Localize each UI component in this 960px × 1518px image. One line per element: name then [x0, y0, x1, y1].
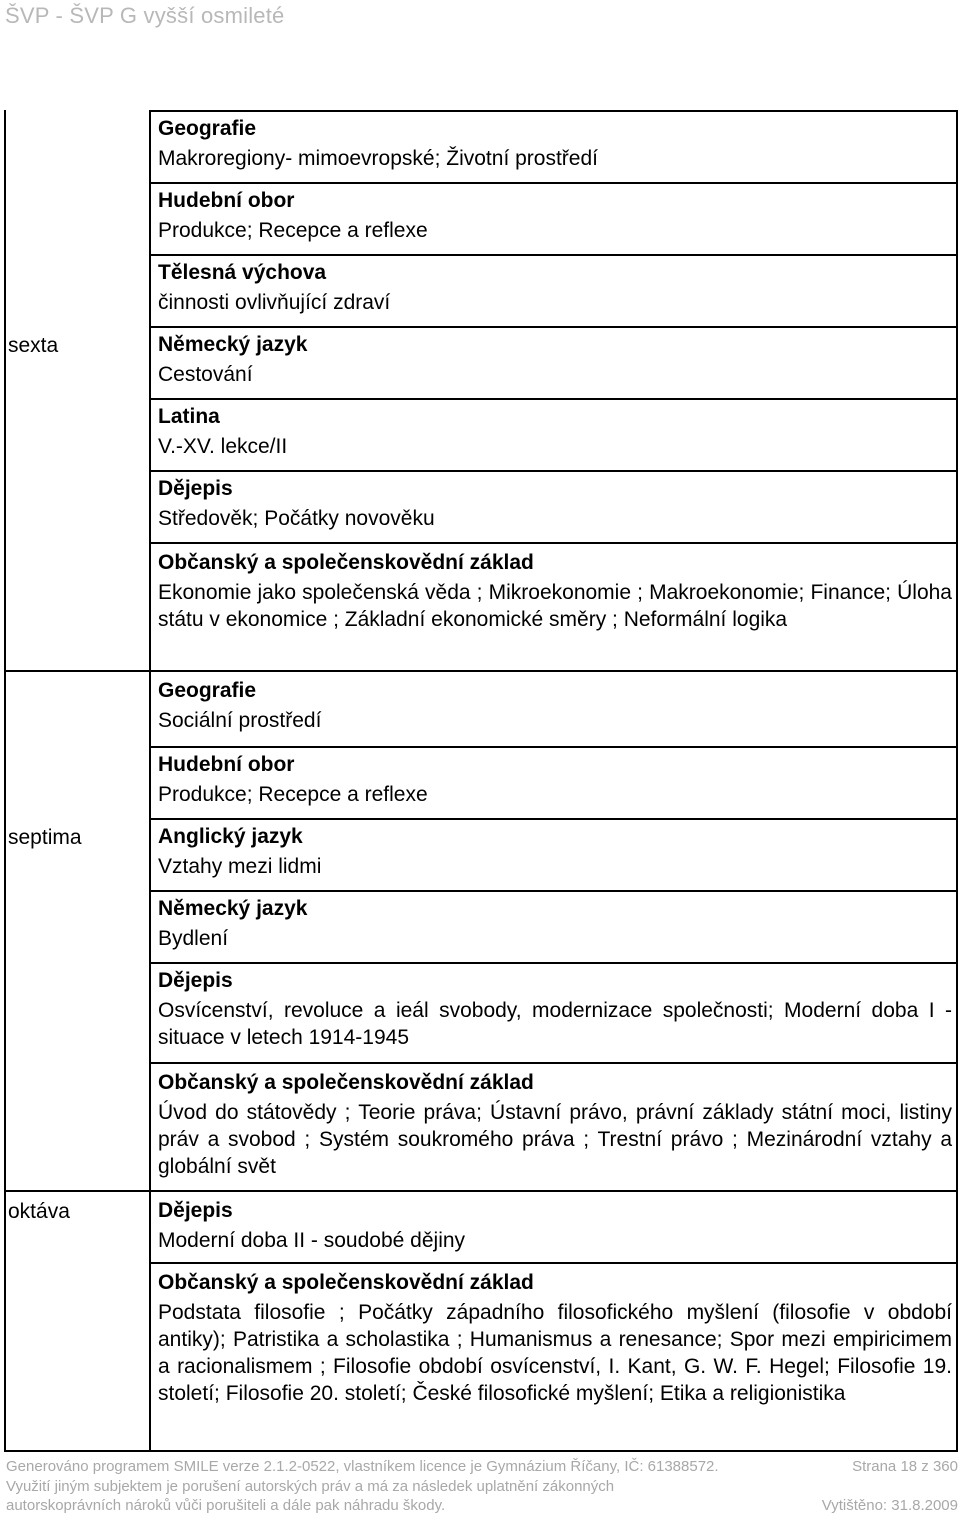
subject-entry	[158, 965, 952, 1051]
subject-name: Anglický jazyk	[158, 825, 303, 848]
cell-divider	[149, 110, 958, 112]
cell-divider	[149, 1262, 958, 1264]
subject-topics: Úvod do státovědy ; Teorie práva; Ústavní právo, právní základy státní moci, listiny práv a svobod ; Systém soukromého práva ; Trestní právo ; Mezinárodní vztahy a globální svět	[158, 1101, 952, 1178]
subject-name: Dějepis	[158, 1199, 233, 1222]
subject-entry	[158, 547, 952, 633]
page-number: Strana 18 z 360	[852, 1458, 958, 1475]
cell-divider	[149, 542, 958, 544]
subject-name: Německý jazyk	[158, 897, 308, 920]
subject-topics: Makroregiony- mimoevropské; Životní prostředí	[158, 147, 598, 170]
cell-divider	[149, 890, 958, 892]
cell-divider	[149, 326, 958, 328]
subject-entry	[158, 473, 952, 532]
subject-topics: činnosti ovlivňující zdraví	[158, 291, 391, 314]
subject-topics: Vztahy mezi lidmi	[158, 855, 322, 878]
footer-copyright-note: Využití jiným subjektem je porušení autorských práv a má za následek uplatnění zákonných	[6, 1477, 615, 1495]
subject-entry	[158, 749, 952, 808]
subject-entry	[158, 893, 952, 952]
cell-divider	[149, 254, 958, 256]
subject-name: Geografie	[158, 679, 257, 702]
subject-entry	[158, 329, 952, 388]
subject-name: Geografie	[158, 117, 257, 140]
document-title: ŠVP - ŠVP G vyšší osmileté	[5, 3, 285, 28]
subject-entry	[158, 401, 952, 460]
subject-entry	[158, 675, 952, 734]
subject-entry	[158, 113, 952, 172]
subject-name: Dějepis	[158, 969, 233, 992]
row-divider	[4, 1190, 958, 1192]
row-divider	[4, 670, 958, 672]
footer-generator-note: Generováno programem SMILE verze 2.1.2-0522, vlastníkem licence je Gymnázium Říčany, IČ: 61388572.	[6, 1458, 719, 1475]
subject-topics: Moderní doba II - soudobé dějiny	[158, 1229, 466, 1252]
subject-topics: Osvícenství, revoluce a ieál svobody, modernizace společnosti; Moderní doba I - situace v letech 1914-1945	[158, 999, 952, 1049]
table-bottom-border	[4, 1450, 958, 1452]
cell-divider	[149, 182, 958, 184]
year-label-septima: septima	[8, 826, 82, 849]
subject-topics: Podstata filosofie ; Počátky západního filosofického myšlení (filosofie v období antiky); Patristika a scholastika ; Humanismus a renesance; Spor mezi empiricimem a racionalismem ; Filosofie období osvícenství, I. Kant, G. W. F. Hegel; Filosofie 19. století; Filosofie 20. století; České filosofické myšlení; Etika a religionistika	[158, 1301, 952, 1405]
subject-topics: Cestování	[158, 363, 253, 386]
table-left-border	[4, 110, 6, 1452]
footer-copyright-note-cont: autorskoprávních nároků vůči porušiteli a dále pak náhradu škody.	[6, 1497, 446, 1514]
subject-topics: Středověk; Počátky novověku	[158, 507, 435, 530]
cell-divider	[149, 818, 958, 820]
page-footer	[6, 1457, 958, 1516]
subject-name: Hudební obor	[158, 189, 295, 212]
year-label-sexta: sexta	[8, 334, 59, 357]
subject-name: Tělesná výchova	[158, 261, 327, 284]
print-date: Vytištěno: 31.8.2009	[821, 1497, 958, 1514]
subject-topics: Produkce; Recepce a reflexe	[158, 783, 428, 806]
cell-divider	[149, 470, 958, 472]
subject-entry	[158, 185, 952, 244]
subject-entry	[158, 1267, 952, 1407]
subject-name: Latina	[158, 405, 220, 428]
year-label-oktava: oktáva	[8, 1200, 70, 1223]
subject-entry	[158, 821, 952, 880]
subject-name: Občanský a společenskovědní základ	[158, 1271, 534, 1294]
subject-topics: V.-XV. lekce/II	[158, 435, 288, 458]
cell-divider	[149, 746, 958, 748]
table-column-divider	[149, 110, 151, 1452]
subject-topics: Sociální prostředí	[158, 709, 322, 732]
cell-divider	[149, 962, 958, 964]
subject-name: Německý jazyk	[158, 333, 308, 356]
subject-name: Dějepis	[158, 477, 233, 500]
subject-entry	[158, 1067, 952, 1180]
subject-topics: Bydlení	[158, 927, 229, 950]
table-right-border	[956, 110, 958, 1452]
subject-name: Hudební obor	[158, 753, 295, 776]
subject-name: Občanský a společenskovědní základ	[158, 551, 534, 574]
subject-name: Občanský a společenskovědní základ	[158, 1071, 534, 1094]
subject-entry	[158, 257, 952, 316]
subject-topics: Produkce; Recepce a reflexe	[158, 219, 428, 242]
cell-divider	[149, 398, 958, 400]
subject-topics: Ekonomie jako společenská věda ; Mikroekonomie ; Makroekonomie; Finance; Úloha státu v ekonomice ; Základní ekonomické směry ; Neformální logika	[158, 581, 952, 631]
cell-divider	[149, 1062, 958, 1064]
subject-entry	[158, 1195, 952, 1254]
